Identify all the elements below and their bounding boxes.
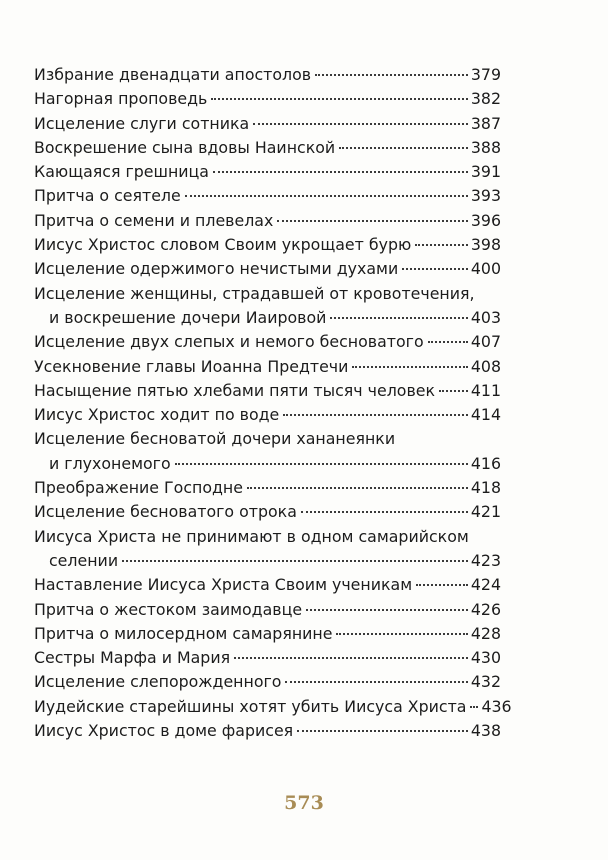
toc-entry-line <box>34 500 501 524</box>
toc-entry-first-line <box>34 282 501 306</box>
toc-entry-line <box>34 233 501 257</box>
dot-leader <box>336 633 467 635</box>
toc-entry-title: Исцеление бесноватой дочери хананеянки <box>34 429 396 449</box>
toc-entry-page-number: 400 <box>470 259 501 279</box>
toc-entry-title: Иисус Христос в доме фарисея <box>34 721 294 741</box>
toc-entry-page-number: 416 <box>470 453 501 473</box>
toc-entry-line <box>34 209 501 233</box>
dot-leader <box>297 730 468 732</box>
toc-entry <box>34 670 501 694</box>
toc-entry-title: Исцеление двух слепых и немого бесноватого <box>34 332 424 352</box>
toc-entry-page-number: 418 <box>470 478 501 498</box>
toc-entry-line <box>34 622 501 646</box>
dot-leader <box>185 195 468 197</box>
toc-entry-title: Притча о милосердном самарянине <box>34 623 333 643</box>
table-of-contents <box>34 63 512 743</box>
dot-leader <box>301 511 468 513</box>
toc-entry-line <box>34 670 501 694</box>
toc-entry-page-number: 432 <box>470 672 501 692</box>
dot-leader <box>439 390 468 392</box>
dot-leader <box>352 366 467 368</box>
toc-entry-title-continuation: и воскрешение дочери Иаировой <box>49 307 327 327</box>
toc-entry <box>34 233 501 257</box>
dot-leader <box>330 317 467 319</box>
toc-entry-page-number: 388 <box>470 137 501 157</box>
toc-entry-line <box>34 355 501 379</box>
dot-leader <box>213 171 468 173</box>
dot-leader <box>175 463 468 465</box>
toc-entry-page-number: 411 <box>470 380 501 400</box>
dot-leader <box>253 123 468 125</box>
toc-entry <box>34 136 501 160</box>
toc-entry-page-number: 438 <box>470 721 501 741</box>
toc-entry-page-number: 414 <box>470 405 501 425</box>
toc-entry-title: Притча о сеятеле <box>34 186 181 206</box>
toc-entry-title: Воскрешение сына вдовы Наинской <box>34 137 336 157</box>
toc-entry-line <box>34 330 501 354</box>
dot-leader <box>428 341 468 343</box>
toc-entry-title: Сестры Марфа и Мария <box>34 648 231 668</box>
toc-entry-title: Притча о семени и плевелах <box>34 210 274 230</box>
toc-entry <box>34 427 501 476</box>
toc-entry <box>34 403 501 427</box>
toc-entry <box>34 209 501 233</box>
toc-entry <box>34 379 501 403</box>
toc-entry-page-number: 436 <box>481 696 512 716</box>
dot-leader <box>306 609 468 611</box>
toc-entry-line <box>34 598 501 622</box>
toc-entry-title: Исцеление женщины, страдавшей от кровотечения, <box>34 283 475 303</box>
dot-leader <box>234 657 468 659</box>
dot-leader <box>211 98 467 100</box>
toc-entry-first-line <box>34 427 501 451</box>
toc-entry-line <box>34 87 501 111</box>
toc-entry <box>34 476 501 500</box>
toc-entry-line <box>34 136 501 160</box>
toc-entry-line <box>34 573 501 597</box>
toc-entry <box>34 598 501 622</box>
toc-entry <box>34 622 501 646</box>
toc-entry-title: Исцеление слуги сотника <box>34 113 250 133</box>
toc-entry-title: Избрание двенадцати апостолов <box>34 65 312 84</box>
dot-leader <box>247 487 468 489</box>
toc-entry-page-number: 396 <box>470 210 501 230</box>
toc-entry-title-continuation: селении <box>49 550 119 570</box>
toc-entry-page-number: 407 <box>470 332 501 352</box>
toc-entry-line <box>34 452 501 476</box>
toc-entry-line <box>34 403 501 427</box>
toc-entry <box>34 63 501 87</box>
dot-leader <box>285 681 467 683</box>
toc-entry <box>34 160 501 184</box>
toc-entry-line <box>34 306 501 330</box>
toc-list <box>34 63 512 743</box>
dot-leader <box>339 147 468 149</box>
toc-entry-page-number: 382 <box>470 89 501 109</box>
toc-entry-page-number: 379 <box>470 65 501 84</box>
toc-entry-line <box>34 695 512 719</box>
toc-entry-title: Насыщение пятью хлебами пяти тысяч человек <box>34 380 436 400</box>
toc-entry <box>34 573 501 597</box>
toc-entry-page-number: 421 <box>470 502 501 522</box>
toc-entry-line <box>34 63 501 87</box>
toc-entry <box>34 112 501 136</box>
toc-entry <box>34 646 501 670</box>
toc-entry <box>34 500 501 524</box>
toc-entry-page-number: 428 <box>470 623 501 643</box>
toc-entry-page-number: 403 <box>470 307 501 327</box>
toc-entry-line <box>34 112 501 136</box>
toc-entry-title: Притча о жестоком заимодавце <box>34 599 303 619</box>
toc-entry-title: Исцеление бесноватого отрока <box>34 502 297 522</box>
toc-entry-page-number: 391 <box>470 162 501 182</box>
toc-entry-line <box>34 549 501 573</box>
toc-entry-page-number: 408 <box>470 356 501 376</box>
toc-entry-page-number: 423 <box>470 550 501 570</box>
toc-entry-page-number: 426 <box>470 599 501 619</box>
toc-entry-title: Иисус Христос словом Своим укрощает бурю <box>34 235 412 255</box>
toc-entry-line <box>34 257 501 281</box>
toc-entry-title-continuation: и глухонемого <box>49 453 171 473</box>
dot-leader <box>122 560 468 562</box>
toc-entry-title: Иисус Христос ходит по воде <box>34 405 280 425</box>
toc-entry-page-number: 387 <box>470 113 501 133</box>
toc-entry-title: Наставление Иисуса Христа Своим ученикам <box>34 575 413 595</box>
dot-leader <box>283 414 468 416</box>
toc-entry-first-line <box>34 525 501 549</box>
toc-entry <box>34 184 501 208</box>
toc-entry-line <box>34 476 501 500</box>
toc-entry-line <box>34 160 501 184</box>
toc-entry <box>34 282 501 331</box>
toc-entry-line <box>34 719 501 743</box>
toc-entry <box>34 87 501 111</box>
toc-entry-title: Преображение Господне <box>34 478 243 498</box>
toc-entry-title: Иисуса Христа не принимают в одном самарийском <box>34 526 469 546</box>
page-number: 573 <box>284 792 324 814</box>
dot-leader <box>416 584 468 586</box>
toc-entry-page-number: 398 <box>470 235 501 255</box>
toc-entry-title: Кающаяся грешница <box>34 162 209 182</box>
toc-entry-title: Нагорная проповедь <box>34 89 208 109</box>
toc-entry <box>34 525 501 574</box>
toc-entry-title: Исцеление одержимого нечистыми духами <box>34 259 399 279</box>
dot-leader <box>470 706 478 708</box>
toc-entry-page-number: 430 <box>470 648 501 668</box>
toc-entry-title: Иудейские старейшины хотят убить Иисуса Христа <box>34 696 467 716</box>
toc-entry-page-number: 424 <box>470 575 501 595</box>
toc-entry-line <box>34 184 501 208</box>
dot-leader <box>315 74 468 76</box>
toc-entry-title: Исцеление слепорожденного <box>34 672 282 692</box>
toc-entry-line <box>34 646 501 670</box>
toc-entry-page-number: 393 <box>470 186 501 206</box>
toc-entry <box>34 355 501 379</box>
toc-entry <box>34 695 512 719</box>
dot-leader <box>415 244 468 246</box>
toc-entry-title: Усекновение главы Иоанна Предтечи <box>34 356 349 376</box>
toc-entry <box>34 719 501 743</box>
toc-entry <box>34 330 501 354</box>
dot-leader <box>402 268 468 270</box>
toc-entry <box>34 257 501 281</box>
toc-entry-line <box>34 379 501 403</box>
dot-leader <box>277 220 468 222</box>
